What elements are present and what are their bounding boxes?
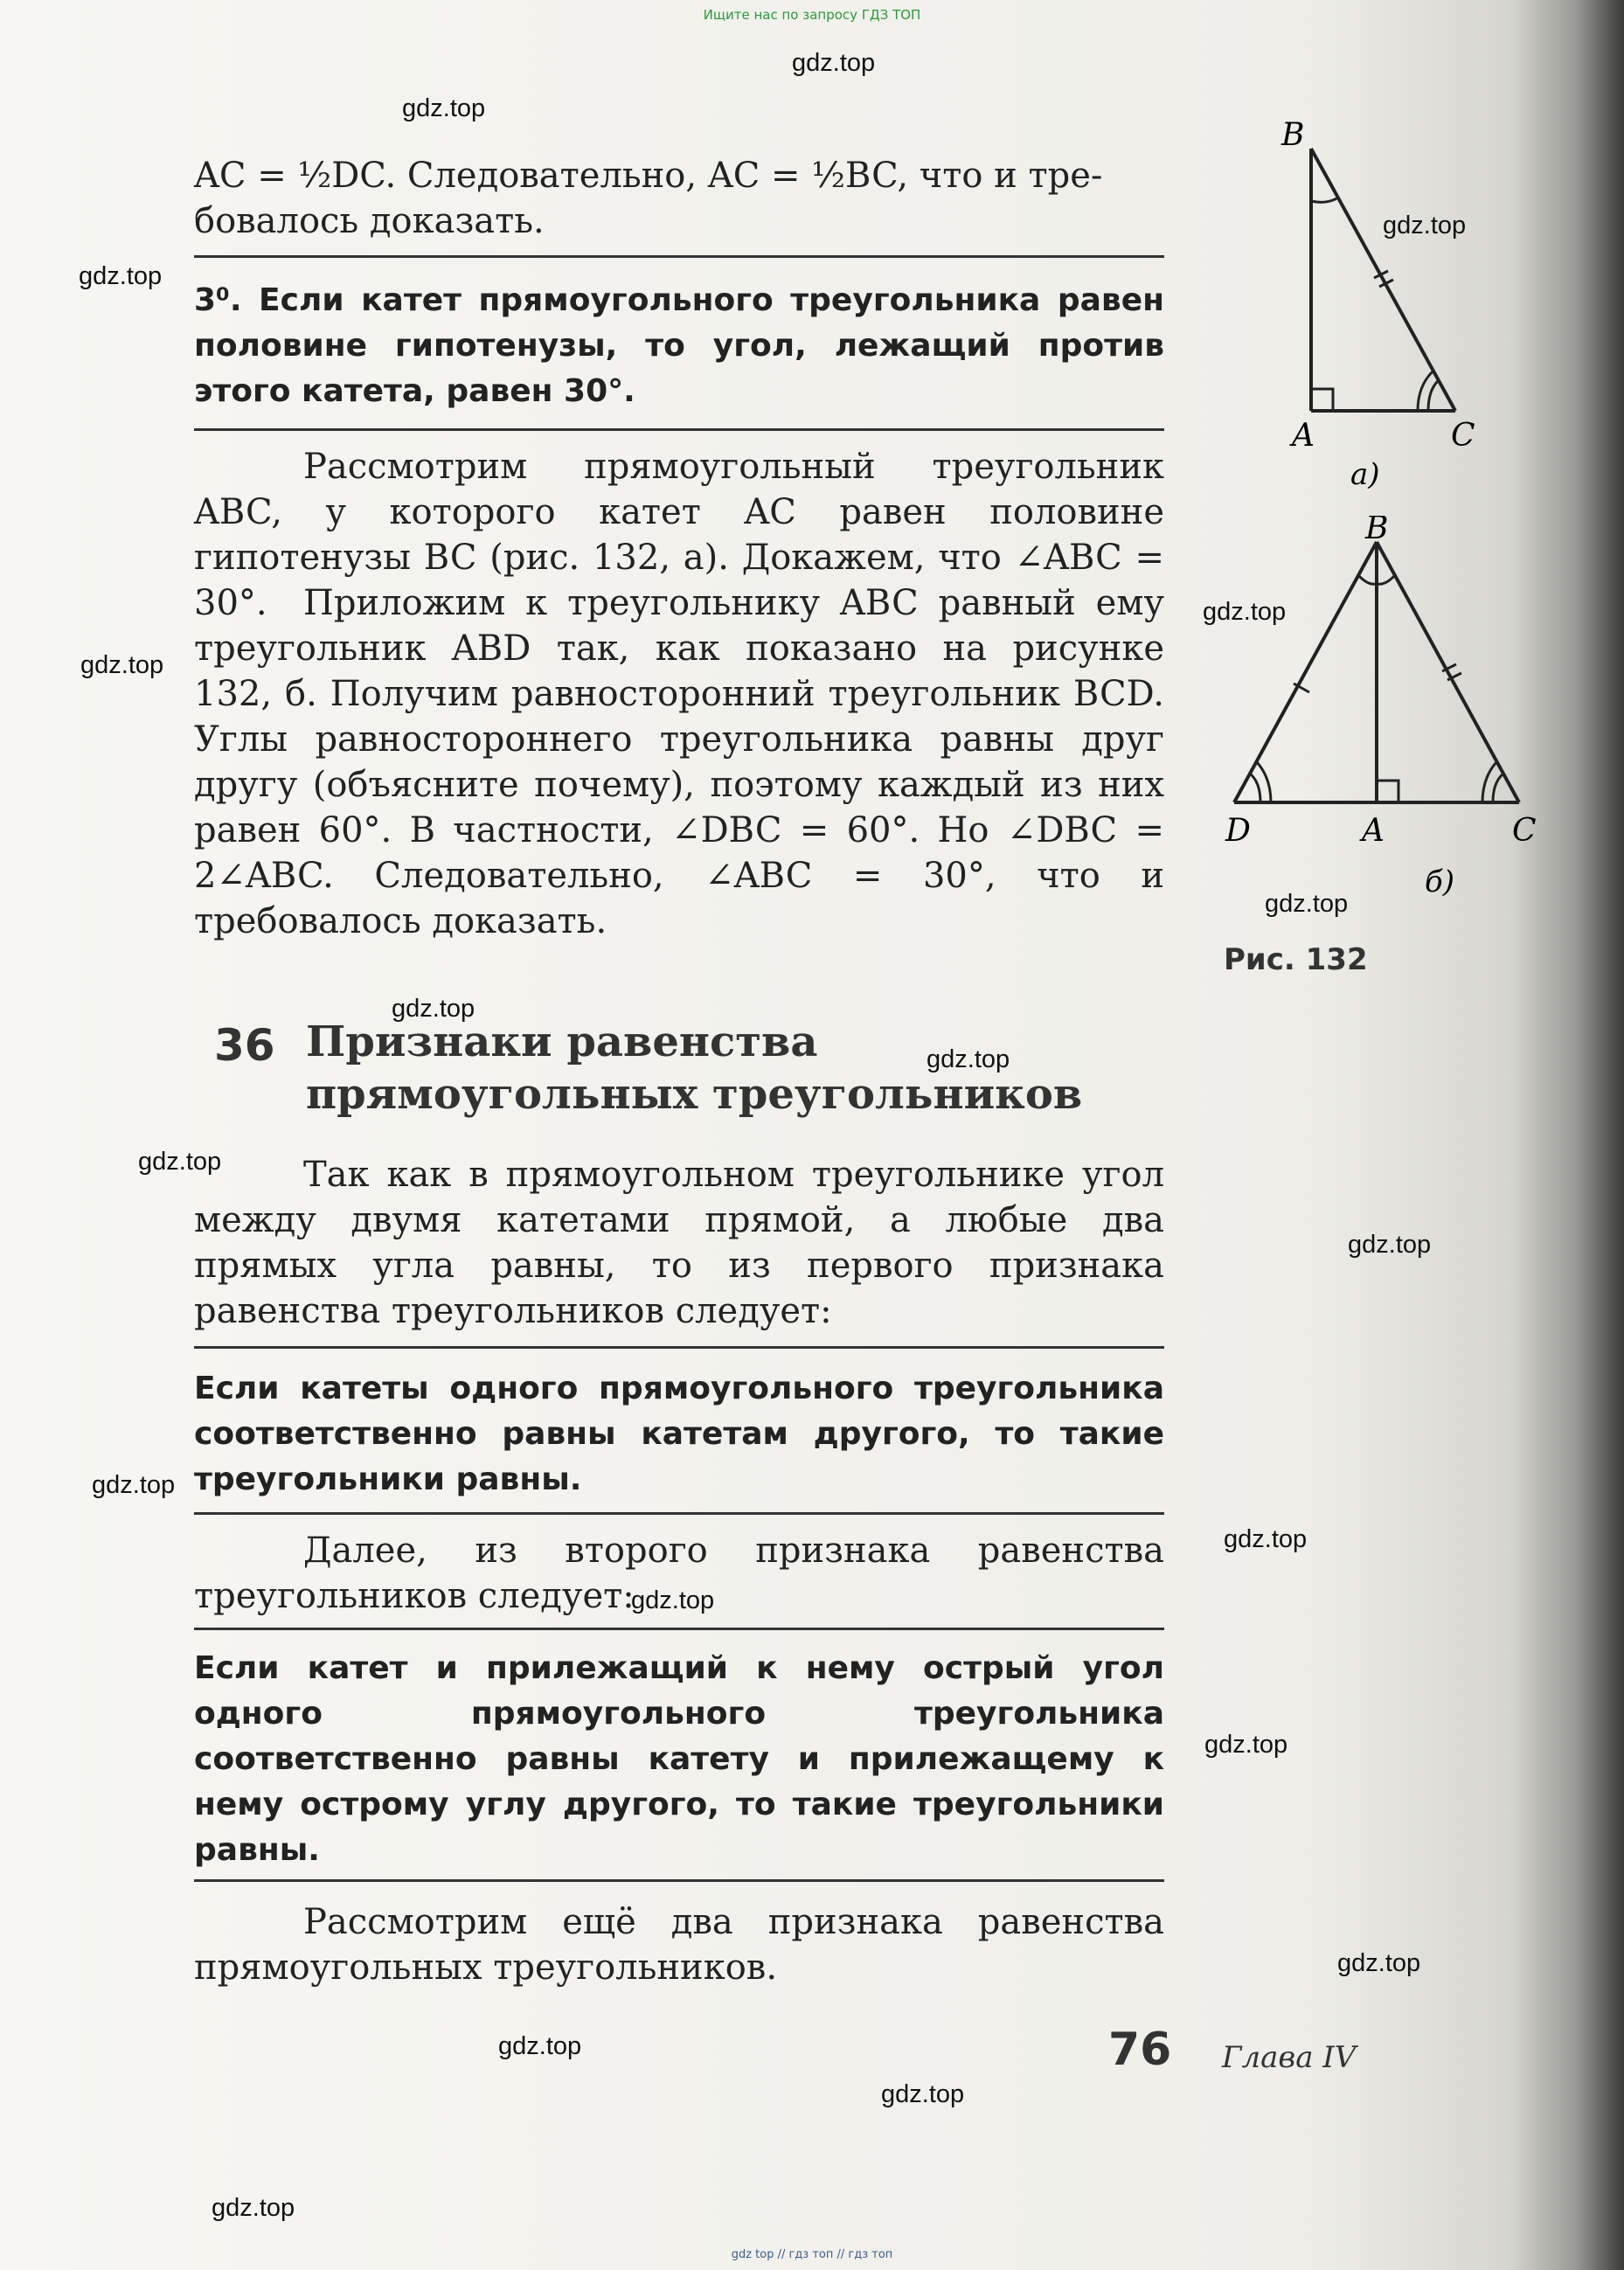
watermark: gdz.top bbox=[392, 995, 475, 1023]
text-line: AC = ½DC. Следовательно, AC = ½BC, что и тре- bbox=[194, 156, 1103, 196]
watermark: gdz.top bbox=[792, 49, 876, 77]
figure-label-a: а) bbox=[1350, 457, 1380, 492]
property-text: 3⁰. Если катет прямоугольного треугольника равен половине гипотенузы, то угол, лежащий против этого катета, равен 30°. bbox=[194, 282, 1164, 409]
paragraph-text: Далее, из второго признака равенства треугольников следует: bbox=[194, 1531, 1164, 1616]
side-bc bbox=[1311, 149, 1455, 411]
watermark: gdz.top bbox=[1348, 1231, 1432, 1259]
watermark: gdz.top bbox=[92, 1471, 176, 1499]
page-number: 76 bbox=[1108, 2024, 1172, 2076]
watermark: gdz.top bbox=[402, 94, 486, 122]
section-title-line: Признаки равенства bbox=[306, 1017, 818, 1066]
side-bc bbox=[1377, 542, 1519, 802]
watermark: gdz.top bbox=[1204, 1731, 1288, 1759]
criterion-text: Если катет и прилежащий к нему острый угол одного прямоугольного треугольника соответственно равны катету и прилежащему к нему острому углу другого, то такие треугольники равны. bbox=[194, 1650, 1164, 1868]
divider bbox=[194, 1346, 1164, 1349]
figure-132a bbox=[1215, 114, 1503, 498]
vertex-label-a: A bbox=[1292, 418, 1315, 454]
watermark: gdz.top bbox=[80, 651, 164, 679]
angle-mark bbox=[1250, 774, 1260, 802]
paragraph-proof bbox=[194, 580, 1164, 944]
paragraph-next bbox=[194, 1528, 1164, 1619]
watermark: gdz.top bbox=[881, 2080, 965, 2108]
criterion-legs bbox=[194, 1366, 1164, 1503]
divider bbox=[194, 255, 1164, 258]
watermark: gdz.top bbox=[1265, 890, 1349, 918]
paragraph-text: Рассмотрим прямоугольный треугольник ABC, у которого катет AC равен половине гипотенузы BC (рис. 132, а). Докажем, что ∠ABC = 30°. bbox=[194, 447, 1164, 623]
vertex-label-d: D bbox=[1225, 813, 1251, 849]
text-line: бовалось доказать. bbox=[194, 201, 545, 241]
criterion-leg-angle bbox=[194, 1646, 1164, 1873]
watermark: gdz.top bbox=[138, 1148, 222, 1176]
vertex-label-c: C bbox=[1451, 418, 1475, 454]
divider bbox=[194, 428, 1164, 431]
right-angle-mark bbox=[1311, 389, 1333, 411]
paragraph-text: Приложим к треугольнику ABC равный ему треугольник ABD так, как показано на рисунке 132, б. Получим равносторонний треугольник BCD. Углы равностороннего треугольника равны друг другу (объясните почему), поэтому каждый из них равен 60°. В частности, ∠DBC = 60°. Но ∠DBC = 2∠ABC. Следовательно, ∠ABC = 30°, что и требовалось доказать. bbox=[194, 583, 1164, 941]
side-bd bbox=[1234, 542, 1377, 802]
vertex-label-b: B bbox=[1281, 117, 1305, 153]
paragraph-text: Рассмотрим ещё два признака равенства прямоугольных треугольников. bbox=[194, 1902, 1164, 1988]
divider bbox=[194, 1512, 1164, 1515]
watermark: gdz.top bbox=[927, 1045, 1010, 1073]
vertex-label-a: A bbox=[1362, 813, 1385, 849]
watermark: gdz.top bbox=[631, 1586, 715, 1614]
figure-label-b: б) bbox=[1425, 864, 1455, 899]
figure-132b bbox=[1215, 516, 1547, 918]
header-note: Ищите нас по запросу ГДЗ ТОП bbox=[703, 7, 921, 23]
watermark: gdz.top bbox=[1337, 1949, 1421, 1977]
vertex-label-c: C bbox=[1512, 813, 1537, 849]
watermark: gdz.top bbox=[498, 2032, 582, 2060]
angle-mark bbox=[1311, 198, 1338, 202]
divider bbox=[194, 1628, 1164, 1630]
paragraph-outro bbox=[194, 1899, 1164, 1990]
vertex-label-b: B bbox=[1365, 516, 1389, 546]
paragraph-conclusion bbox=[194, 153, 1164, 244]
watermark: gdz.top bbox=[1224, 1525, 1308, 1553]
section-title bbox=[306, 1016, 1162, 1121]
figure-caption: Рис. 132 bbox=[1224, 942, 1368, 977]
watermark: gdz.top bbox=[1203, 598, 1287, 626]
divider bbox=[194, 1879, 1164, 1882]
angle-mark bbox=[1428, 380, 1439, 411]
paragraph-text: Так как в прямоугольном треугольнике угол между двумя катетами прямой, а любые два прямых угла равны, то из первого признака равенства треугольников следует: bbox=[194, 1155, 1164, 1331]
footer-note: gdz top // гдз топ // гдз топ bbox=[731, 2248, 893, 2261]
watermark: gdz.top bbox=[212, 2194, 295, 2222]
watermark: gdz.top bbox=[1383, 212, 1467, 239]
criterion-text: Если катеты одного прямоугольного треугольника соответственно равны катетам другого, то такие треугольники равны. bbox=[194, 1371, 1164, 1497]
angle-mark bbox=[1493, 774, 1503, 802]
right-angle-mark bbox=[1377, 781, 1398, 802]
watermark: gdz.top bbox=[79, 262, 163, 290]
section-number: 36 bbox=[214, 1020, 275, 1071]
section-title-line: прямоугольных треугольников bbox=[306, 1070, 1083, 1119]
chapter-label: Глава IV bbox=[1222, 2040, 1357, 2075]
paragraph-intro bbox=[194, 1152, 1164, 1334]
property-statement bbox=[194, 278, 1164, 414]
